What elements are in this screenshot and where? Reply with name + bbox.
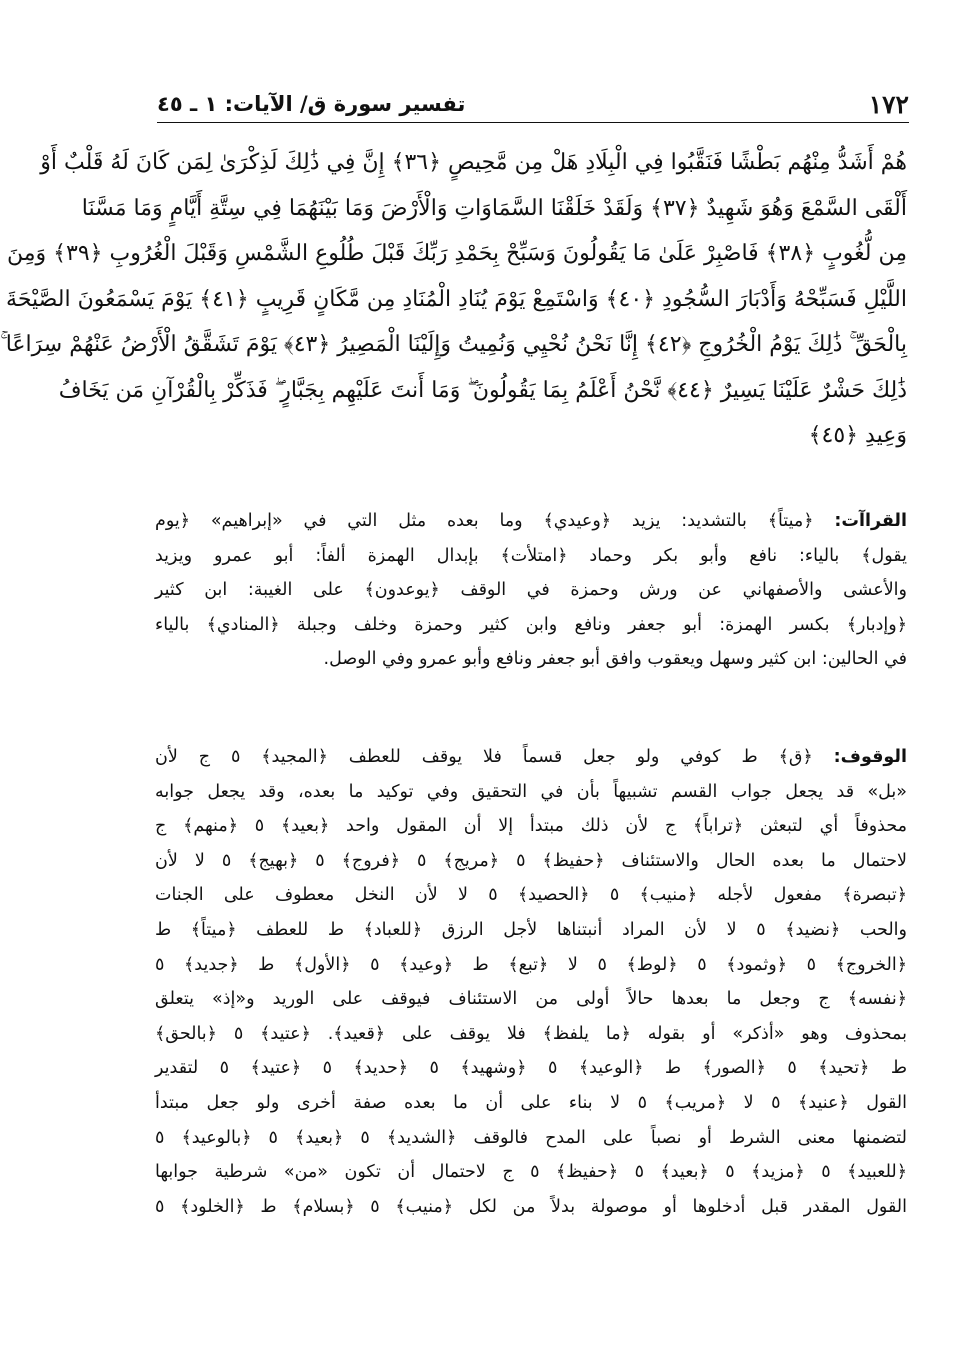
quran-line: بِالْحَقِّ ۚ ذَٰلِكَ يَوْمُ الْخُرُوجِ ﴿٤٢﴾ إِنَّا نَحْنُ نُحْيِي وَنُمِيتُ وَإِلَيْنَا الْمَصِيرُ ﴿٤٣﴾ يَوْمَ تَشَقَّقُ الْأَرْضُ عَنْهُمْ سِرَاعًا ۚ (0, 332, 907, 357)
running-title: تفسير سورة ق/ الآيات: ١ ـ ٤٥ (157, 92, 466, 116)
waqf-line: لتضمنها معنى الشرط أو نصباً على المدح فالوقف ﴿الشديد﴾ ٥ ﴿بعيد﴾ ٥ ﴿بالوعيد﴾ ٥ (155, 1127, 908, 1148)
waqf-line: والحب ﴿نضيد﴾ ٥ لا لأن المراد أنبتناها لأجل الرزق ﴿للعباد﴾ ط للعطف ﴿ميتاً﴾ ط (155, 919, 907, 940)
waqf-line: ﴿الخروج﴾ ٥ ﴿وثمود﴾ ٥ ﴿لوط﴾ ٥ لا ﴿تبع﴾ ط ﴿وعيد﴾ ٥ ﴿الأول﴾ ط ﴿جديد﴾ ٥ (155, 954, 907, 975)
quran-line: ذَٰلِكَ حَشْرٌ عَلَيْنَا يَسِيرٌ ﴿٤٤﴾ نَّحْنُ أَعْلَمُ بِمَا يَقُولُونَ ۖ وَمَا أَنتَ عَلَيْهِم بِجَبَّارٍ ۖ فَذَكِّرْ بِالْقُرْآنِ مَن يَخَافُ (58, 377, 907, 403)
qiraat-text: ﴿ميتاً﴾ بالتشديد: يزيد ﴿وعيدي﴾ وما بعده مثل التي في «إبراهيم» ﴿يوم (155, 511, 814, 531)
waqf-line: «بل» قد يجعل جواب القسم تشبيهاً بأن في التحقيق وفي توكيد ما بعده، وقد يجعل جوابه (155, 781, 907, 802)
waqf-line (155, 740, 907, 775)
qiraat-line: يقول﴾ بالياء: نافع وأبو بكر وحماد ﴿امتلأت﴾ بإبدال الهمزة ألفاً: أبو عمرو ويزيد (155, 545, 907, 566)
waqf-line: بمحذوف وهو «أذكر» أو بقوله ﴿ما يلفظ﴾ فلا يوقف على ﴿قعيد﴾. ﴿عتيد﴾ ٥ ﴿بالحق﴾ (155, 1023, 907, 1044)
quran-line: وَعِيدِ ﴿٤٥﴾ (808, 423, 907, 448)
waqf-section (155, 740, 907, 1224)
waqf-line: محذوفاً أي لتبعثن ﴿تراباً﴾ ج لأن ذلك مبتدأ إلا أن المقول واحد ﴿بعيد﴾ ٥ ﴿منهم﴾ ج (155, 816, 907, 837)
qiraat-heading: القراآت: (834, 511, 907, 531)
quran-line: مِن لُّغُوبٍ ﴿٣٨﴾ فَاصْبِرْ عَلَىٰ مَا يَقُولُونَ وَسَبِّحْ بِحَمْدِ رَبِّكَ قَبْلَ طُلُوعِ الشَّمْسِ وَقَبْلَ الْغُرُوبِ ﴿٣٩﴾ وَمِنَ (6, 241, 907, 266)
waqf-line: ﴿تبصرة﴾ مفعول لأجله ﴿منيب﴾ ٥ ﴿الحصيد﴾ ٥ لا لأن النخل معطوف على الجنات (155, 885, 907, 906)
waqf-line: ﴿نفسه﴾ ج وجعل ما بعدها حالاً أولى من الاستئناف فيوقف على الوريد و«إذ» يتعلق (155, 989, 907, 1010)
qiraat-section (155, 504, 907, 677)
waqf-line: ﴿للعبيد﴾ ٥ ﴿مزيد﴾ ٥ ﴿بعيد﴾ ٥ ﴿حفيظ﴾ ٥ ج لاحتمال أن تكون «من» شرطية جوابها (155, 1162, 907, 1183)
waqf-line: لاحتمال ما بعده الحال والاستئناف ﴿حفيظ﴾ ٥ ﴿مريج﴾ ٥ ﴿فروج﴾ ٥ ﴿بهيج﴾ ٥ لا لأن (155, 850, 907, 871)
quran-line: هُمْ أَشَدُّ مِنْهُم بَطْشًا فَنَقَّبُوا فِي الْبِلَادِ هَلْ مِن مَّحِيصٍ ﴿٣٦﴾ إِنَّ فِي ذَٰلِكَ لَذِكْرَىٰ لِمَن كَانَ لَهُ قَلْبٌ أَوْ (40, 150, 907, 175)
qiraat-line (155, 504, 907, 539)
waqf-line: القول ﴿عنيد﴾ ٥ لا ﴿مريب﴾ ٥ لا بناء على أن ما بعده صفة أخرى ولو جعل مبتدأ (155, 1092, 908, 1113)
quran-line: اللَّيْلِ فَسَبِّحْهُ وَأَدْبَارَ السُّجُودِ ﴿٤٠﴾ وَاسْتَمِعْ يَوْمَ يُنَادِ الْمُنَادِ مِن مَّكَانٍ قَرِيبٍ ﴿٤١﴾ يَوْمَ يَسْمَعُونَ الصَّيْحَةَ (6, 286, 907, 312)
waqf-line: القول المقدر قبل أدخلوها أو موصولة بدلاً من لكل ﴿منيب﴾ ٥ ﴿بسلام﴾ ط ﴿الخلود﴾ ٥ (155, 1196, 907, 1217)
page-header (157, 88, 909, 123)
qiraat-line: في الحالين: ابن كثير وسهل ويعقوب وافق أبو جعفر ونافع وأبو عمرو وفي الوصل. (323, 649, 907, 670)
quran-verses (0, 140, 907, 459)
waqf-text: ﴿ق﴾ ط كوفي ولو جعل قسماً فلا يوقف للعطف ﴿المجيد﴾ ٥ ج لأن (155, 747, 813, 767)
page-number: ١٧٢ (868, 90, 909, 119)
quran-line: أَلْقَى السَّمْعَ وَهُوَ شَهِيدٌ ﴿٣٧﴾ وَلَقَدْ خَلَقْنَا السَّمَاوَاتِ وَالْأَرْضَ وَمَا بَيْنَهُمَا فِي سِتَّةِ أَيَّامٍ وَمَا مَسَّنَا (81, 195, 907, 221)
waqf-heading: الوقوف: (833, 747, 907, 767)
waqf-line: ط ﴿تحيد﴾ ٥ ﴿الصور﴾ ط ﴿الوعيد﴾ ٥ ﴿وشهيد﴾ ٥ ﴿حديد﴾ ٥ ﴿عتيد﴾ ٥ لتقدير (155, 1058, 907, 1079)
qiraat-line: والأعشى والأصفهاني عن ورش وحمزة في الوقف ﴿يوعدون﴾ على الغيبة: ابن كثير (155, 580, 907, 601)
qiraat-line: ﴿وإدبار﴾ بكسر الهمزة: أبو جعفر ونافع وابن كثير وحمزة وخلف وجبلة ﴿المنادي﴾ بالياء (155, 614, 907, 635)
